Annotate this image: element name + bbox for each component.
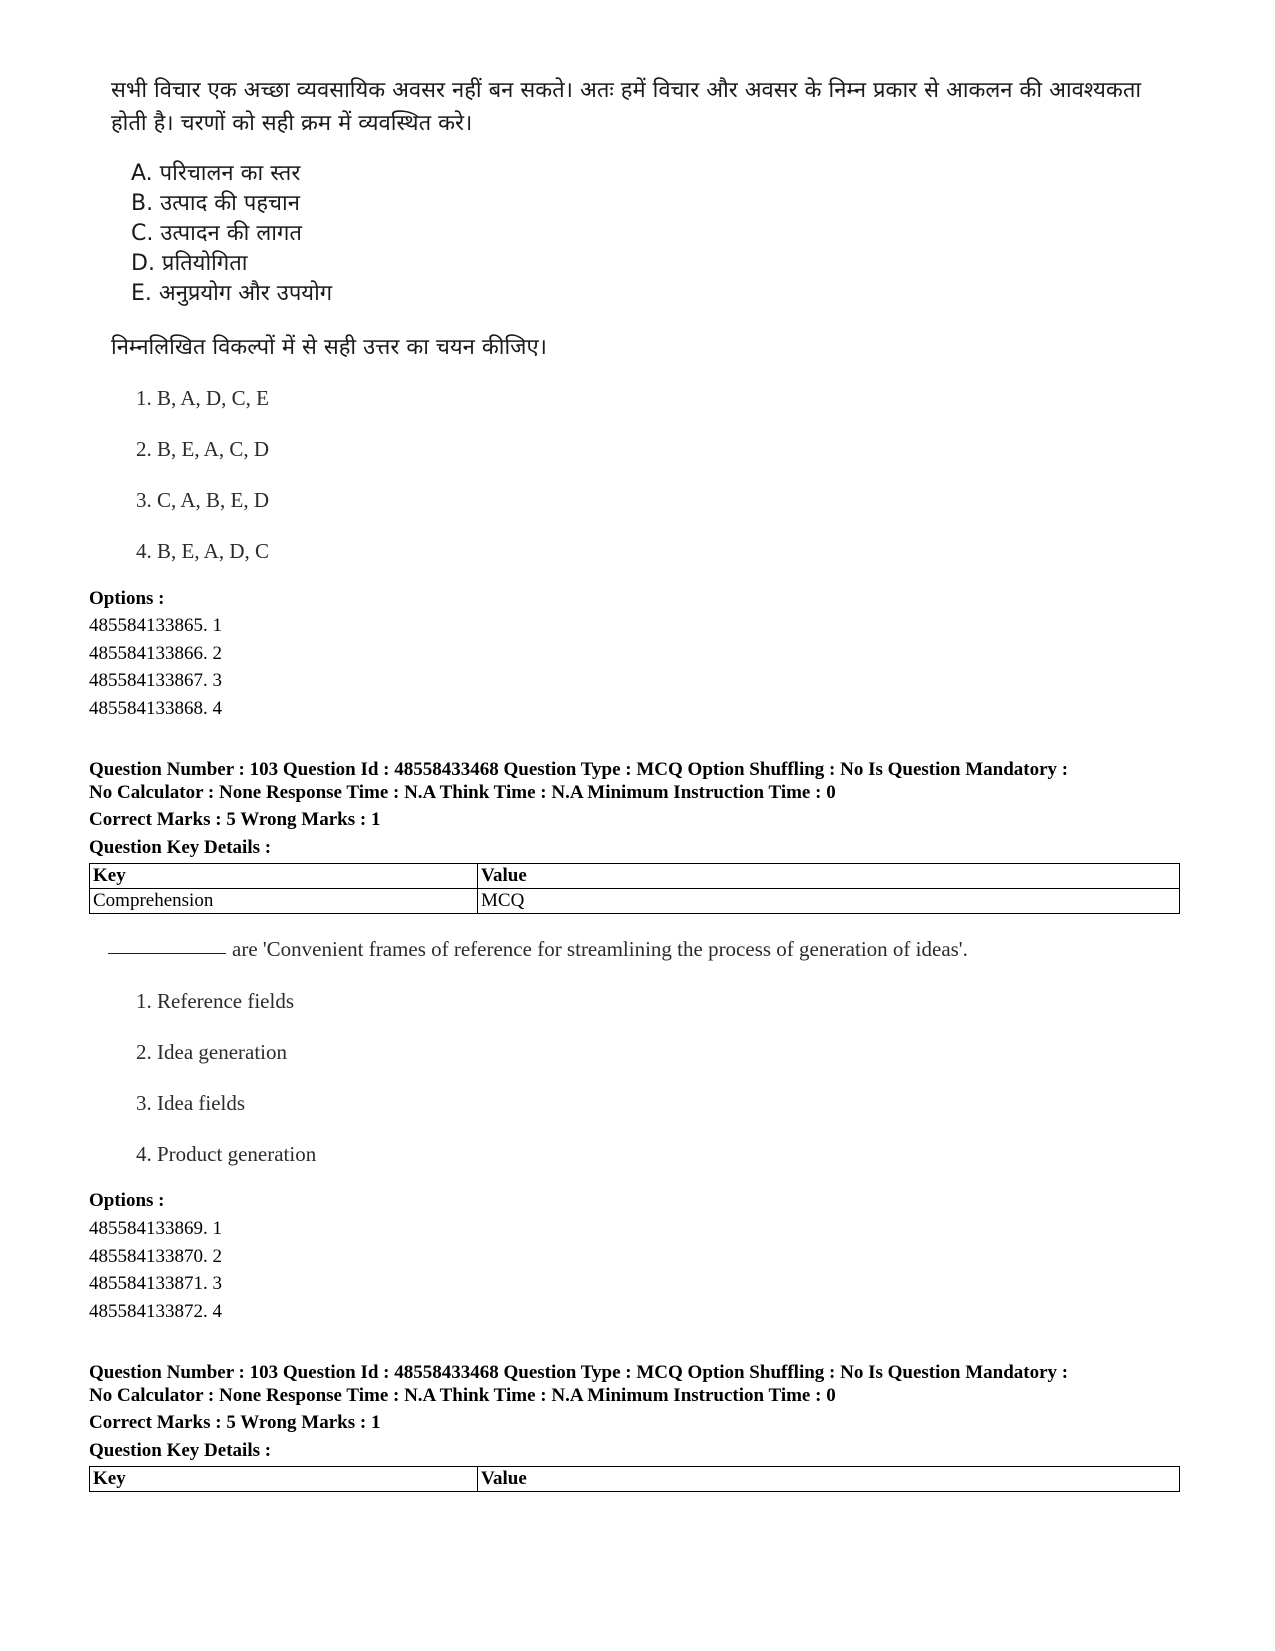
table-header-row — [90, 1467, 1180, 1492]
statement-e: E. अनुप्रयोग और उपयोग — [131, 281, 333, 306]
table-header-key: Key — [90, 864, 478, 889]
table-header-key: Key — [90, 1467, 478, 1492]
option-id: 485584133871. 3 — [89, 1273, 222, 1294]
choice-4: 4. Product generation — [136, 1142, 317, 1166]
table-header-value: Value — [478, 864, 1180, 889]
marks-line: Correct Marks : 5 Wrong Marks : 1 — [89, 1412, 381, 1433]
instruction-text: निम्नलिखित विकल्पों में से सही उत्तर का चयन कीजिए। — [111, 335, 547, 360]
option-id: 485584133866. 2 — [89, 643, 222, 664]
key-details-label: Question Key Details : — [89, 837, 272, 858]
options-label: Options : — [89, 588, 165, 609]
statement-b: B. उत्पाद की पहचान — [131, 191, 300, 216]
choice-1: 1. B, A, D, C, E — [136, 386, 270, 410]
table-cell-key: Comprehension — [90, 889, 478, 914]
choice-4: 4. B, E, A, D, C — [136, 539, 270, 563]
question-text — [108, 937, 968, 962]
key-details-table — [89, 1466, 1180, 1492]
table-header-value: Value — [478, 1467, 1180, 1492]
statement-a: A. परिचालन का स्तर — [131, 161, 301, 186]
question-meta-line2: No Calculator : None Response Time : N.A Think Time : N.A Minimum Instruction Time : 0 — [89, 1385, 836, 1406]
question-text-body: are 'Convenient frames of reference for streamlining the process of generation of ideas'. — [232, 937, 968, 961]
choice-3: 3. C, A, B, E, D — [136, 488, 270, 512]
option-id: 485584133865. 1 — [89, 615, 222, 636]
options-label: Options : — [89, 1190, 165, 1211]
statement-d: D. प्रतियोगिता — [131, 251, 248, 276]
question-meta-line2: No Calculator : None Response Time : N.A Think Time : N.A Minimum Instruction Time : 0 — [89, 782, 836, 803]
choice-3: 3. Idea fields — [136, 1091, 246, 1115]
answer-blank — [108, 953, 226, 954]
question-meta-line1: Question Number : 103 Question Id : 48558433468 Question Type : MCQ Option Shuffling : No Is Question Mandatory : — [89, 759, 1069, 780]
option-id: 485584133869. 1 — [89, 1218, 222, 1239]
option-id: 485584133870. 2 — [89, 1246, 222, 1267]
option-id: 485584133867. 3 — [89, 670, 222, 691]
question-text-hindi: सभी विचार एक अच्छा व्यवसायिक अवसर नहीं बन सकते। अतः हमें विचार और अवसर के निम्न प्रकार से आकलन की आवश्यकता होती है। चरणों को सही क्रम में व्यवस्थित करे। — [111, 78, 1142, 136]
key-details-table — [89, 863, 1180, 914]
marks-line: Correct Marks : 5 Wrong Marks : 1 — [89, 809, 381, 830]
choice-2: 2. B, E, A, C, D — [136, 437, 270, 461]
table-row — [90, 889, 1180, 914]
choice-2: 2. Idea generation — [136, 1040, 288, 1064]
table-cell-value: MCQ — [478, 889, 1180, 914]
statement-c: C. उत्पादन की लागत — [131, 221, 302, 246]
option-id: 485584133872. 4 — [89, 1301, 222, 1322]
choice-1: 1. Reference fields — [136, 989, 295, 1013]
table-header-row — [90, 864, 1180, 889]
question-meta-line1: Question Number : 103 Question Id : 48558433468 Question Type : MCQ Option Shuffling : No Is Question Mandatory : — [89, 1362, 1069, 1383]
key-details-label: Question Key Details : — [89, 1440, 272, 1461]
option-id: 485584133868. 4 — [89, 698, 222, 719]
